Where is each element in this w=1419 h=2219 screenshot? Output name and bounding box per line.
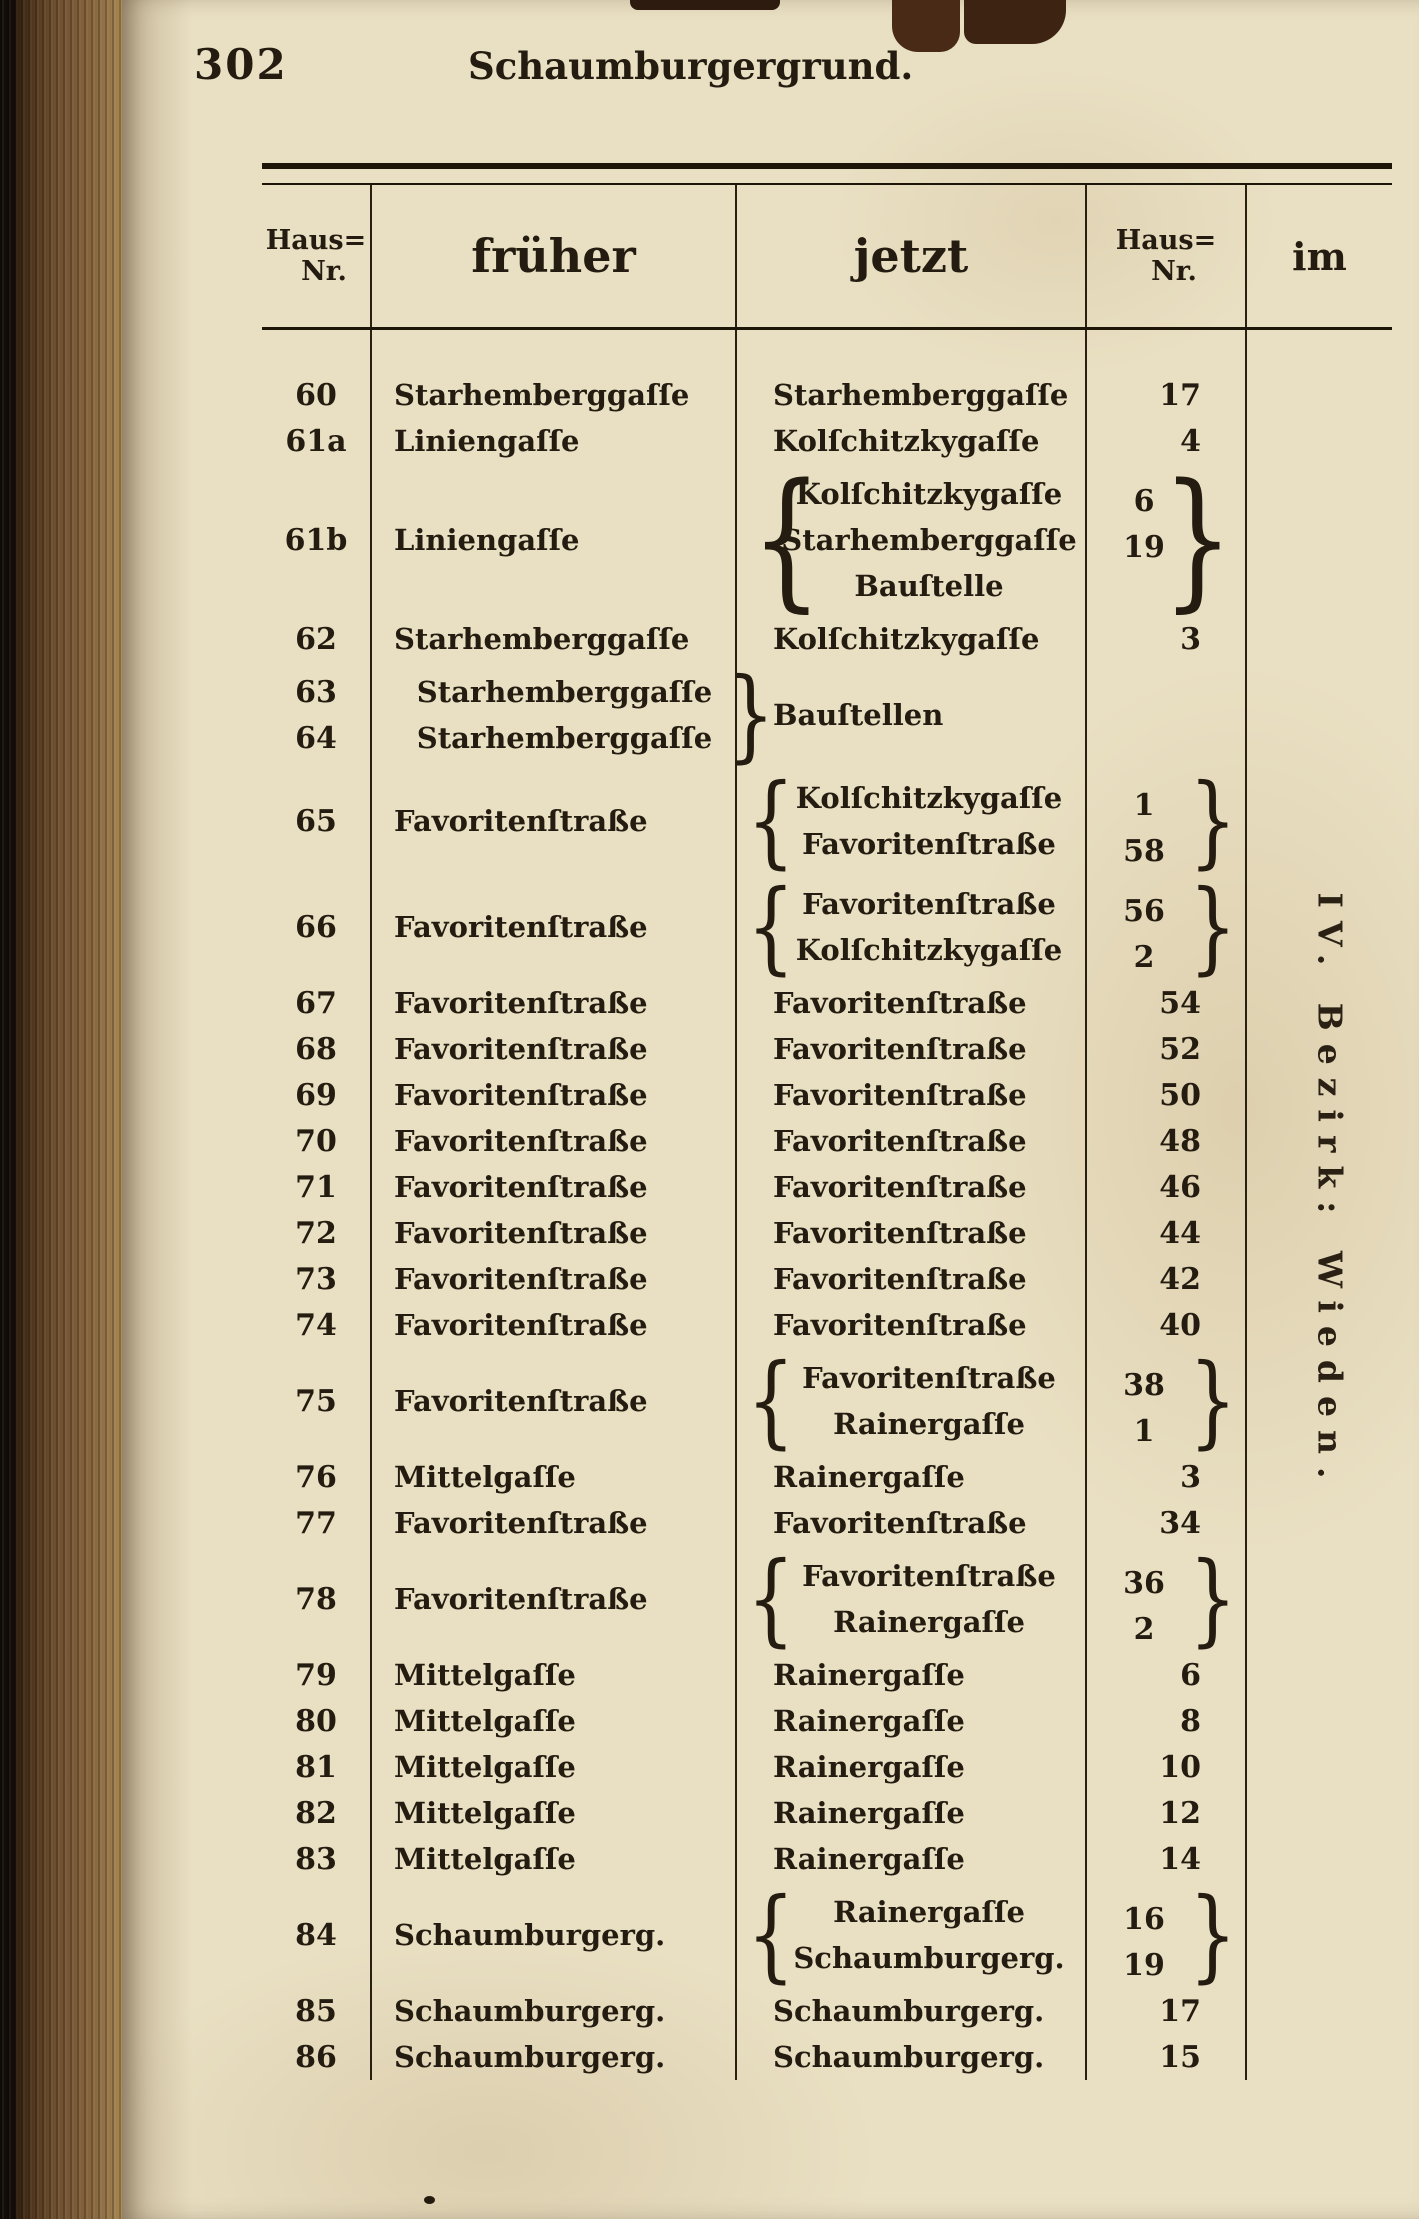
old-nr-cell: 72 xyxy=(262,1210,372,1256)
new-nr-cell: 6 xyxy=(1087,1652,1247,1698)
new-nr-entry: 38 xyxy=(1123,1367,1165,1403)
table-row xyxy=(262,1164,1392,1210)
brace-left: { xyxy=(746,762,795,879)
jetzt-cell: Rainergaſſe xyxy=(737,1652,1087,1698)
header-hausnr-new-line2: Nr. xyxy=(1151,256,1197,287)
frueher-cell: Favoritenſtraße xyxy=(372,1546,737,1652)
new-nr-entry: 2 xyxy=(1133,1611,1155,1647)
new-nr-entry: 58 xyxy=(1123,833,1165,869)
brace-right: } xyxy=(1189,868,1238,985)
table-row xyxy=(262,1790,1392,1836)
frueher-cell: Favoritenſtraße xyxy=(372,1026,737,1072)
jetzt-cell: Schaumburgerg. xyxy=(737,1988,1087,2034)
new-nr-entry: 19 xyxy=(1123,529,1165,565)
old-nr-cell: 65 xyxy=(262,768,372,874)
table-row xyxy=(262,372,1392,418)
old-nr-cell: 79 xyxy=(262,1652,372,1698)
jetzt-entry: Favoritenſtraße xyxy=(802,1361,1056,1395)
old-nr-cell: 67 xyxy=(262,980,372,1026)
header-hausnr-old-line2: Nr. xyxy=(301,256,347,287)
brace-right: } xyxy=(1189,762,1238,879)
table-row xyxy=(262,1072,1392,1118)
table-row xyxy=(262,762,1392,879)
table-row xyxy=(262,1026,1392,1072)
table-row xyxy=(262,1988,1392,2034)
table-row xyxy=(262,2034,1392,2080)
frueher-cell: Schaumburgerg. xyxy=(372,2034,737,2080)
frueher-cell: Mittelgaſſe xyxy=(372,1652,737,1698)
new-nr-cell xyxy=(1087,1540,1247,1657)
brace-left: { xyxy=(746,1540,795,1657)
jetzt-cell: Favoritenſtraße xyxy=(737,1026,1087,1072)
spacer-cell xyxy=(1087,330,1247,372)
new-nr-cell: 46 xyxy=(1087,1164,1247,1210)
spacer-cell xyxy=(737,330,1087,372)
old-nr-cell: 66 xyxy=(262,874,372,980)
jetzt-cell: Favoritenſtraße xyxy=(737,1072,1087,1118)
table-row xyxy=(262,1698,1392,1744)
jetzt-cell: Favoritenſtraße xyxy=(737,980,1087,1026)
old-nr-entry: 63 xyxy=(295,674,337,710)
frueher-cell: Mittelgaſſe xyxy=(372,1790,737,1836)
old-nr-cell: 82 xyxy=(262,1790,372,1836)
jetzt-cell: Favoritenſtraße xyxy=(737,1500,1087,1546)
new-nr-cell: 12 xyxy=(1087,1790,1247,1836)
jetzt-cell: Favoritenſtraße xyxy=(737,1210,1087,1256)
old-nr-entry: 64 xyxy=(295,720,337,756)
frueher-entry: Starhemberggaſſe xyxy=(416,721,713,755)
frueher-cell: Favoritenſtraße xyxy=(372,1072,737,1118)
old-nr-cell: 60 xyxy=(262,372,372,418)
old-nr-cell: 77 xyxy=(262,1500,372,1546)
jetzt-cell xyxy=(737,1342,1087,1459)
jetzt-cell: Schaumburgerg. xyxy=(737,2034,1087,2080)
new-nr-cell: 50 xyxy=(1087,1072,1247,1118)
jetzt-cell: Rainergaſſe xyxy=(737,1698,1087,1744)
table-row xyxy=(262,980,1392,1026)
frueher-cell: Favoritenſtraße xyxy=(372,1210,737,1256)
jetzt-entry: Kolſchitzkygaſſe xyxy=(795,781,1063,815)
header-frueher: früher xyxy=(372,185,737,327)
spacer-cell xyxy=(262,330,372,372)
frueher-cell: Liniengaſſe xyxy=(372,418,737,464)
concordance-table xyxy=(262,163,1392,2080)
jetzt-cell xyxy=(737,762,1087,879)
frueher-cell: Mittelgaſſe xyxy=(372,1744,737,1790)
jetzt-cell: Favoritenſtraße xyxy=(737,1256,1087,1302)
new-nr-cell: 10 xyxy=(1087,1744,1247,1790)
old-nr-cell: 62 xyxy=(262,616,372,662)
jetzt-entry: Bauſtelle xyxy=(854,569,1004,603)
jetzt-cell: Rainergaſſe xyxy=(737,1744,1087,1790)
jetzt-cell xyxy=(737,868,1087,985)
table-row xyxy=(262,1256,1392,1302)
old-nr-cell: 78 xyxy=(262,1546,372,1652)
header-hausnr-old xyxy=(262,185,372,327)
jetzt-entry: Kolſchitzkygaſſe xyxy=(795,477,1063,511)
new-nr-cell: 17 xyxy=(1087,1988,1247,2034)
page-number: 302 xyxy=(194,40,288,89)
jetzt-cell xyxy=(737,1876,1087,1993)
new-nr-cell: 8 xyxy=(1087,1698,1247,1744)
jetzt-cell: Favoritenſtraße xyxy=(737,1118,1087,1164)
jetzt-entry: Rainergaſſe xyxy=(833,1895,1025,1929)
jetzt-cell: Rainergaſſe xyxy=(737,1790,1087,1836)
new-nr-cell: 3 xyxy=(1087,1454,1247,1500)
table-row xyxy=(262,1118,1392,1164)
frueher-cell: Favoritenſtraße xyxy=(372,1500,737,1546)
jetzt-cell: Kolſchitzkygaſſe xyxy=(737,418,1087,464)
brace-right: } xyxy=(1189,1540,1238,1657)
table-row xyxy=(262,656,1392,773)
spacer-cell xyxy=(372,330,737,372)
table-row xyxy=(262,1744,1392,1790)
jetzt-cell: Starhemberggaſſe xyxy=(737,372,1087,418)
brace-right: } xyxy=(726,656,775,773)
brace-left: { xyxy=(746,1876,795,1993)
header-hausnr-new-line1: Haus= xyxy=(1115,225,1217,256)
frueher-cell: Mittelgaſſe xyxy=(372,1836,737,1882)
jetzt-cell: Rainergaſſe xyxy=(737,1836,1087,1882)
frueher-entry: Starhemberggaſſe xyxy=(416,675,713,709)
old-nr-cell: 86 xyxy=(262,2034,372,2080)
old-nr-cell xyxy=(262,662,372,768)
new-nr-cell: 42 xyxy=(1087,1256,1247,1302)
table-spacer-row xyxy=(262,330,1392,372)
page xyxy=(122,0,1419,2219)
table-row xyxy=(262,868,1392,985)
frueher-cell: Schaumburgerg. xyxy=(372,1882,737,1988)
old-nr-cell: 70 xyxy=(262,1118,372,1164)
new-nr-cell: 54 xyxy=(1087,980,1247,1026)
new-nr-entry: 2 xyxy=(1133,939,1155,975)
header-hausnr-old-line1: Haus= xyxy=(265,225,367,256)
old-nr-cell: 73 xyxy=(262,1256,372,1302)
jetzt-cell: Kolſchitzkygaſſe xyxy=(737,616,1087,662)
table-row xyxy=(262,1652,1392,1698)
frueher-cell: Favoritenſtraße xyxy=(372,1302,737,1348)
table-row xyxy=(262,1540,1392,1657)
new-nr-entry: 19 xyxy=(1123,1947,1165,1983)
jetzt-entry: Favoritenſtraße xyxy=(802,1559,1056,1593)
new-nr-cell xyxy=(1087,762,1247,879)
brace-left: { xyxy=(746,1342,795,1459)
old-nr-cell: 76 xyxy=(262,1454,372,1500)
old-nr-cell: 68 xyxy=(262,1026,372,1072)
new-nr-cell xyxy=(1087,1876,1247,1993)
new-nr-cell xyxy=(1087,868,1247,985)
brace-right: } xyxy=(1189,1876,1238,1993)
new-nr-cell: 34 xyxy=(1087,1500,1247,1546)
cover-fragment-mark xyxy=(630,0,780,10)
new-nr-entry: 1 xyxy=(1133,787,1155,823)
old-nr-cell: 69 xyxy=(262,1072,372,1118)
frueher-cell: Favoritenſtraße xyxy=(372,768,737,874)
frueher-cell: Favoritenſtraße xyxy=(372,1256,737,1302)
jetzt-entry: Favoritenſtraße xyxy=(802,827,1056,861)
new-nr-cell xyxy=(1087,452,1247,627)
book-binding-edge xyxy=(0,0,122,2219)
new-nr-entry: 1 xyxy=(1133,1413,1155,1449)
table-row xyxy=(262,616,1392,662)
jetzt-entry: Favoritenſtraße xyxy=(802,887,1056,921)
frueher-cell: Schaumburgerg. xyxy=(372,1988,737,2034)
new-nr-cell: 15 xyxy=(1087,2034,1247,2080)
old-nr-cell: 80 xyxy=(262,1698,372,1744)
jetzt-entry: Starhemberggaſſe xyxy=(781,523,1077,557)
brace-right: } xyxy=(1161,452,1234,627)
table-row xyxy=(262,1210,1392,1256)
margin-district-label: IV. Bezirk: Wieden. xyxy=(1310,892,1350,1492)
new-nr-entry: 6 xyxy=(1133,483,1155,519)
brace-left: { xyxy=(746,868,795,985)
old-nr-cell: 61a xyxy=(262,418,372,464)
old-nr-cell: 75 xyxy=(262,1348,372,1454)
table-body xyxy=(262,330,1392,2080)
header-im: im xyxy=(1292,233,1347,279)
new-nr-cell: 48 xyxy=(1087,1118,1247,1164)
new-nr-cell: 52 xyxy=(1087,1026,1247,1072)
page-title: Schaumburgergrund. xyxy=(468,44,914,88)
frueher-cell: Starhemberggaſſe xyxy=(372,616,737,662)
old-nr-cell: 74 xyxy=(262,1302,372,1348)
new-nr-entry: 36 xyxy=(1123,1565,1165,1601)
new-nr-cell: 44 xyxy=(1087,1210,1247,1256)
frueher-cell: Starhemberggaſſe xyxy=(372,372,737,418)
table-header-row xyxy=(262,185,1392,330)
frueher-cell: Mittelgaſſe xyxy=(372,1698,737,1744)
new-nr-cell: 17 xyxy=(1087,372,1247,418)
frueher-cell: Favoritenſtraße xyxy=(372,874,737,980)
jetzt-merged: Bauſtellen xyxy=(773,698,944,732)
jetzt-entry: Rainergaſſe xyxy=(833,1407,1025,1441)
double-rule xyxy=(262,163,1392,185)
jetzt-cell xyxy=(737,1540,1087,1657)
cover-fragment-mark xyxy=(964,0,1066,44)
ink-dot xyxy=(424,2196,435,2204)
frueher-cell: Favoritenſtraße xyxy=(372,1118,737,1164)
old-nr-cell: 71 xyxy=(262,1164,372,1210)
brace-left: { xyxy=(750,452,823,627)
jetzt-cell: Rainergaſſe xyxy=(737,1454,1087,1500)
old-nr-cell: 61b xyxy=(262,464,372,616)
old-nr-cell: 85 xyxy=(262,1988,372,2034)
table-row xyxy=(262,1454,1392,1500)
new-nr-cell: 40 xyxy=(1087,1302,1247,1348)
jetzt-cell: Favoritenſtraße xyxy=(737,1302,1087,1348)
frueher-cell: Favoritenſtraße xyxy=(372,1164,737,1210)
header-hausnr-new xyxy=(1087,185,1247,327)
old-nr-cell: 81 xyxy=(262,1744,372,1790)
new-nr-cell xyxy=(1087,662,1247,768)
frueher-cell: Liniengaſſe xyxy=(372,464,737,616)
frueher-cell: Mittelgaſſe xyxy=(372,1454,737,1500)
frueher-cell xyxy=(372,662,737,768)
table-row xyxy=(262,1342,1392,1459)
old-nr-cell: 84 xyxy=(262,1882,372,1988)
jetzt-entry: Schaumburgerg. xyxy=(793,1941,1065,1975)
table-row xyxy=(262,1876,1392,1993)
new-nr-cell: 3 xyxy=(1087,616,1247,662)
new-nr-entry: 16 xyxy=(1123,1901,1165,1937)
new-nr-entry: 56 xyxy=(1123,893,1165,929)
new-nr-cell: 14 xyxy=(1087,1836,1247,1882)
old-nr-cell: 83 xyxy=(262,1836,372,1882)
frueher-cell: Favoritenſtraße xyxy=(372,980,737,1026)
brace-right: } xyxy=(1189,1342,1238,1459)
jetzt-cell xyxy=(726,656,1087,773)
header-jetzt: jetzt xyxy=(737,185,1087,327)
jetzt-cell: Favoritenſtraße xyxy=(737,1164,1087,1210)
new-nr-cell xyxy=(1087,1342,1247,1459)
new-nr-cell: 4 xyxy=(1087,418,1247,464)
frueher-cell: Favoritenſtraße xyxy=(372,1348,737,1454)
jetzt-cell xyxy=(737,452,1087,627)
table-row xyxy=(262,452,1392,627)
jetzt-entry: Rainergaſſe xyxy=(833,1605,1025,1639)
jetzt-entry: Kolſchitzkygaſſe xyxy=(795,933,1063,967)
